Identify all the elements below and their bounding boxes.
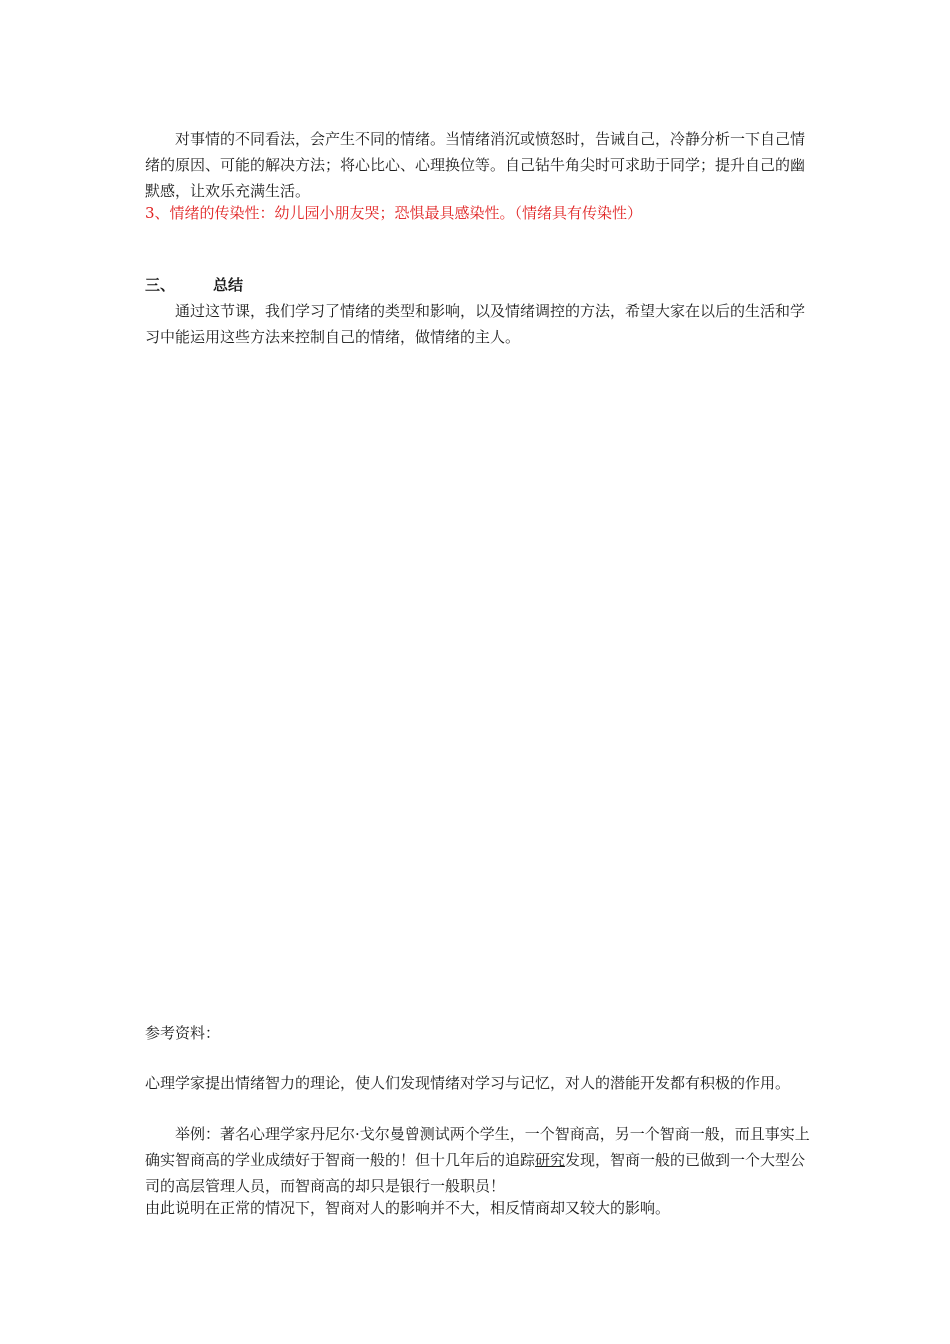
reference-example-paragraph bbox=[145, 1121, 811, 1199]
example-text-before: 举例：著名心理学家丹尼尔·戈尔曼曾测试两个学生，一个智商高，另一个智商一般，而且事实上确实智商高的学业成绩好于智商一般的！但十几年后的追踪 bbox=[145, 1125, 810, 1169]
summary-paragraph: 通过这节课，我们学习了情绪的类型和影响，以及情绪调控的方法，希望大家在以后的生活和学习中能运用这些方法来控制自己的情绪，做情绪的主人。 bbox=[145, 302, 806, 346]
summary-heading bbox=[145, 272, 243, 298]
summary-number: 三、 bbox=[145, 276, 176, 294]
summary-title: 总结 bbox=[213, 276, 244, 294]
emotion-regulation-paragraph: 对事情的不同看法，会产生不同的情绪。当情绪消沉或愤怒时，告诫自己，冷静分析一下自己情绪的原因、可能的解决方法；将心比心、心理换位等。自己钻牛角尖时可求助于同学；提升自己的幽默感，让欢乐充满生活。 bbox=[145, 130, 806, 200]
research-link[interactable]: 研究 bbox=[535, 1151, 566, 1169]
example-text-after: 发现，智商一般的已做到一个大型公司的高层管理人员，而智商高的却只是银行一般职员！ bbox=[145, 1151, 806, 1195]
reference-label: 参考资料： bbox=[145, 1024, 221, 1042]
reference-conclusion: 由此说明在正常的情况下，智商对人的影响并不大，相反情商却又较大的影响。 bbox=[145, 1199, 671, 1217]
reference-intro-paragraph: 心理学家提出情绪智力的理论，使人们发现情绪对学习与记忆，对人的潜能开发都有积极的作用。 bbox=[145, 1074, 791, 1092]
point-3-contagion: 3、情绪的传染性：幼儿园小朋友哭；恐惧最具感染性。（情绪具有传染性） bbox=[145, 204, 643, 222]
